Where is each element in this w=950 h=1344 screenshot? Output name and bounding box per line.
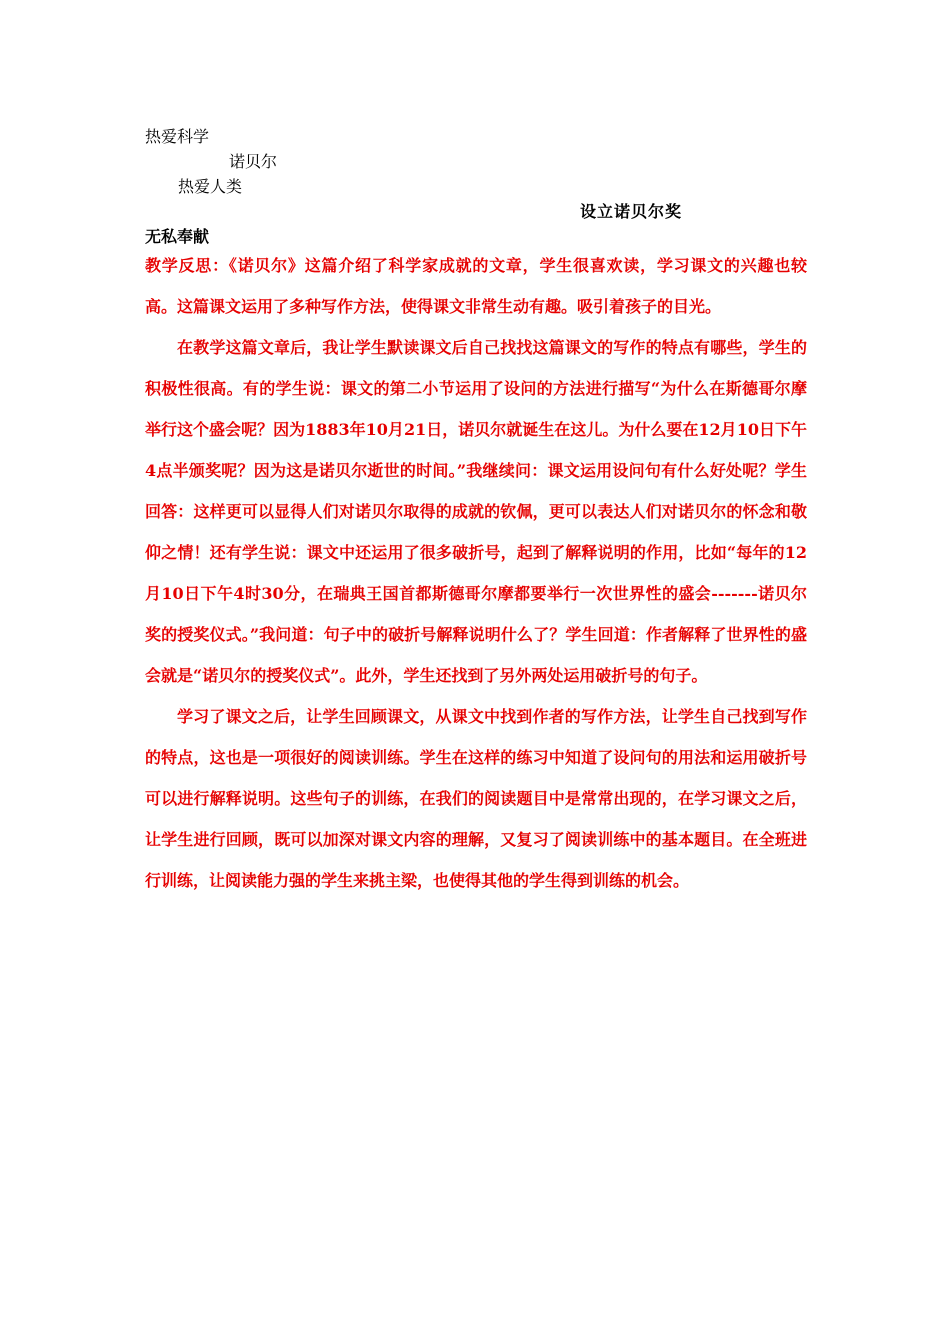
teaching-reflection (145, 245, 807, 901)
reflection-paragraph-3: 学习了课文之后，让学生回顾课文，从课文中找到作者的写作方法，让学生自己找到写作的特点，这也是一项很好的阅读训练。学生在这样的练习中知道了设问句的用法和运用破折号可以进行解释说明。这些句子的训练，在我们的阅读题目中是常常出现的，在学习课文之后，让学生进行回顾，既可以加深对课文内容的理解，又复习了阅读训练中的基本题目。在全班进行训练，让阅读能力强的学生来挑主梁，也使得其他的学生得到训练的机会。 (145, 707, 807, 890)
diagram-label-love-humanity: 热爱人类 (178, 177, 243, 196)
diagram-label-nobel: 诺贝尔 (229, 152, 278, 171)
diagram-label-set-prize: 设立诺贝尔奖 (580, 202, 683, 221)
diagram-label-selfless: 无私奉献 (145, 227, 210, 246)
diagram-label-love-science: 热爱科学 (145, 127, 210, 146)
reflection-paragraph-1: 教学反思：《诺贝尔》这篇介绍了科学家成就的文章，学生很喜欢读，学习课文的兴趣也较高。这篇课文运用了多种写作方法，使得课文非常生动有趣。吸引着孩子的目光。 (145, 256, 807, 316)
reflection-paragraph-2: 在教学这篇文章后，我让学生默读课文后自己找找这篇课文的写作的特点有哪些，学生的积极性很高。有的学生说：课文的第二小节运用了设问的方法进行描写“为什么在斯德哥尔摩举行这个盛会呢？因为1883年10月21日，诺贝尔就诞生在这儿。为什么要在12月10日下午4点半颁奖呢？因为这是诺贝尔逝世的时间。”我继续问：课文运用设问句有什么好处呢？学生回答：这样更可以显得人们对诺贝尔取得的成就的钦佩，更可以表达人们对诺贝尔的怀念和敬仰之情！还有学生说：课文中还运用了很多破折号，起到了解释说明的作用，比如“每年的12月10日下午4时30分，在瑞典王国首都斯德哥尔摩都要举行一次世界性的盛会-------诺贝尔奖的授奖仪式。”我问道：句子中的破折号解释说明什么了？学生回道：作者解释了世界性的盛会就是“诺贝尔的授奖仪式”。此外，学生还找到了另外两处运用破折号的句子。 (145, 338, 807, 685)
